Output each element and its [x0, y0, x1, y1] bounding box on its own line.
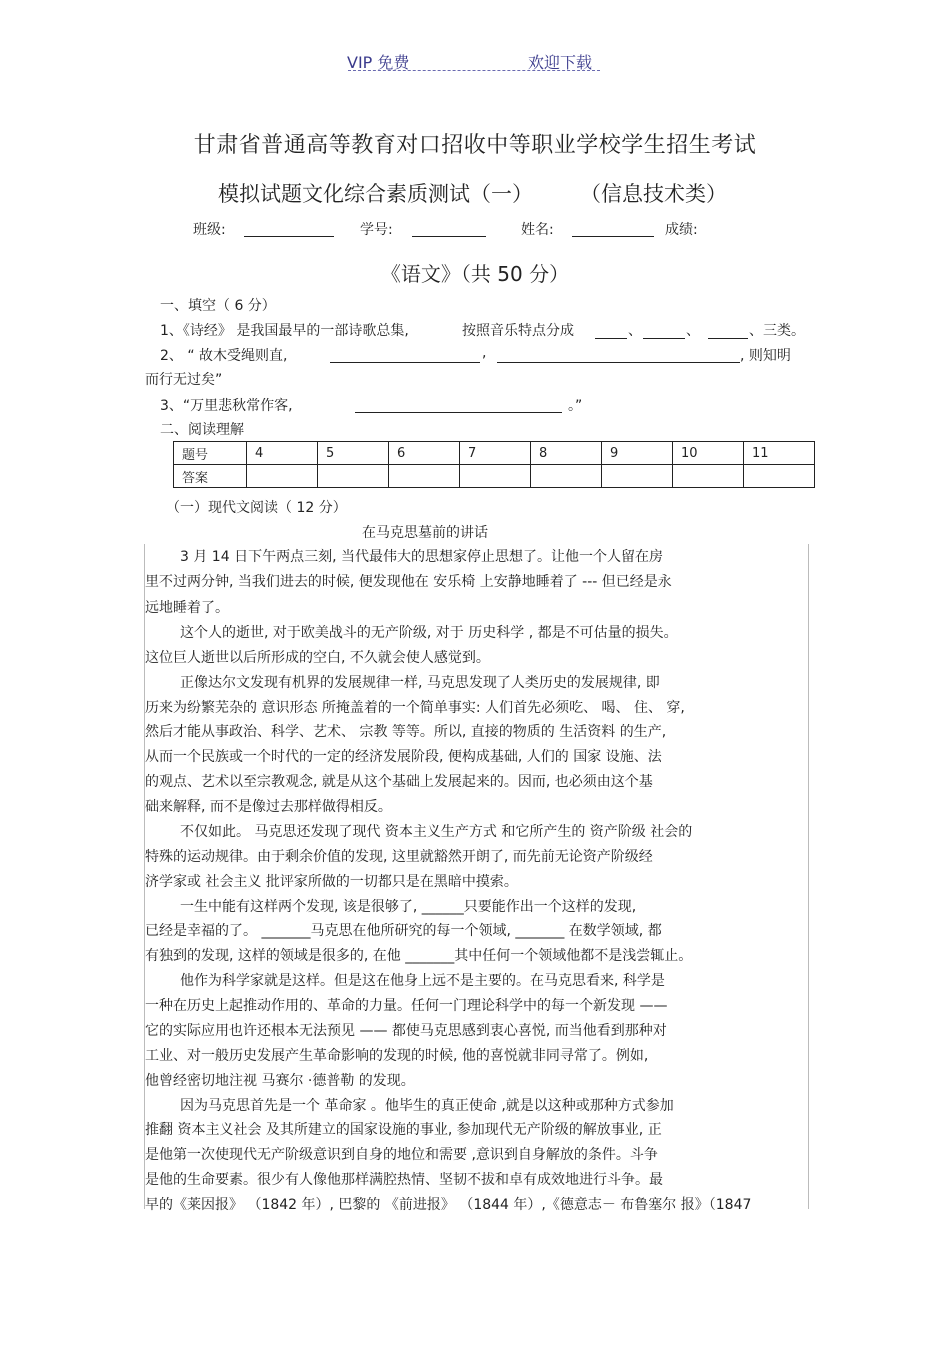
q2-text-end: , 则知明 [740, 348, 791, 364]
passage-line: 从而一个民族或一个时代的一定的经济发展阶段, 便构成基础, 人们的 国家 设施、法 [145, 749, 662, 765]
reading-sub-heading: （一）现代文阅读（ 12 分） [166, 500, 347, 516]
answer-cell[interactable] [531, 465, 602, 488]
q1-blank-3[interactable] [708, 338, 748, 339]
passage-line: 他作为科学家就是这样。但是这在他身上远不是主要的。在马克思看来, 科学是 [180, 973, 665, 989]
question-number: 4 [247, 442, 318, 465]
table-label-number: 题号 [174, 442, 247, 465]
name-label: 姓名: [521, 222, 554, 238]
passage-line: 因为马克思首先是一个 革命家 。他毕生的真正使命 ,就是以这种或那种方式参加 [180, 1098, 674, 1114]
passage-title: 在马克思墓前的讲话 [362, 525, 488, 541]
question-number: 5 [318, 442, 389, 465]
passage-line: 早的《莱因报》 （1842 年）, 巴黎的 《前进报》 （1844 年）,《德意志－ 布鲁塞尔 报》（1847 [145, 1197, 752, 1213]
passage-line: 这个人的逝世, 对于欧美战斗的无产阶级, 对于 历史科学 , 都是不可估量的损失。 [180, 625, 678, 641]
q2-sep: , [482, 345, 487, 361]
answer-table-number-row [174, 442, 815, 465]
q2-text-cont: 而行无过矣” [145, 372, 223, 388]
answer-table-answer-row [174, 465, 815, 488]
question-number: 9 [602, 442, 673, 465]
question-number: 10 [673, 442, 744, 465]
passage-line: 工业、对一般历史发展产生革命影响的发现的时候, 他的喜悦就非同寻常了。例如, [145, 1048, 649, 1064]
q3-blank[interactable] [355, 412, 562, 413]
q2-text: 2、 “ 故木受绳则直, [160, 348, 288, 364]
answer-cell[interactable] [247, 465, 318, 488]
q1-text-b: 按照音乐特点分成 [462, 323, 574, 339]
score-label: 成绩: [665, 222, 698, 238]
exam-subtitle: 模拟试题文化综合素质测试（一） [218, 182, 533, 206]
question-number: 7 [460, 442, 531, 465]
table-label-answer: 答案 [174, 465, 247, 488]
class-field[interactable] [244, 236, 334, 237]
q1-text: 1、《诗经》 是我国最早的一部诗歌总集, [160, 323, 409, 339]
passage-line: 一种在历史上起推动作用的、革命的力量。任何一门理论科学中的每一个新发现 —— [145, 998, 668, 1014]
name-field[interactable] [572, 236, 654, 237]
exam-category: （信息技术类） [580, 182, 727, 206]
passage-line: 它的实际应用也许还根本无法预见 —— 都使马克思感到衷心喜悦, 而当他看到那种对 [145, 1023, 667, 1039]
passage-line: 特殊的运动规律。由于剩余价值的发现, 这里就豁然开朗了, 而先前无论资产阶级经 [145, 849, 653, 865]
passage-line: 然后才能从事政治、科学、艺术、 宗教 等等。所以, 直接的物质的 生活资料 的生产, [145, 724, 667, 740]
passage-line: 推翻 资本主义社会 及其所建立的国家设施的事业, 参加现代无产阶级的解放事业, 正 [145, 1122, 662, 1138]
answer-cell[interactable] [318, 465, 389, 488]
student-id-field[interactable] [412, 236, 486, 237]
answer-table [173, 441, 815, 488]
passage-line: 是他第一次使现代无产阶级意识到自身的地位和需要 ,意识到自身解放的条件。斗争 [145, 1147, 658, 1163]
passage-line: 础来解释, 而不是像过去那样做得相反。 [145, 799, 392, 815]
q2-blank-1[interactable] [330, 362, 480, 363]
banner-left: VIP 免费 [347, 53, 410, 72]
passage-line: 是他的生命要素。很少有人像他那样满腔热情、坚韧不拔和卓有成效地进行斗争。最 [145, 1172, 663, 1188]
question-number: 11 [744, 442, 815, 465]
passage-line: 已经是幸福的了。 _______马克思在他所研究的每一个领域, _______ 在数学领域, 都 [145, 923, 662, 939]
q1-blank-1[interactable] [595, 338, 627, 339]
q1-sep-2: 、 [686, 323, 700, 339]
passage-line: 一生中能有这样两个发现, 该是很够了, ______只要能作出一个这样的发现, [180, 899, 637, 915]
section2-heading: 二、阅读理解 [160, 422, 244, 438]
answer-cell[interactable] [602, 465, 673, 488]
answer-cell[interactable] [389, 465, 460, 488]
answer-cell[interactable] [744, 465, 815, 488]
passage-line: 正像达尔文发现有机界的发展规律一样, 马克思发现了人类历史的发展规律, 即 [180, 675, 660, 691]
exam-title: 甘肃省普通高等教育对口招收中等职业学校学生招生考试 [193, 133, 757, 158]
student-id-label: 学号: [360, 222, 393, 238]
passage-line: 的观点、艺术以至宗教观念, 就是从这个基础上发展起来的。因而, 也必须由这个基 [145, 774, 653, 790]
passage-line: 他曾经密切地注视 马赛尔 ·德普勒 的发现。 [145, 1073, 415, 1089]
question-number: 6 [389, 442, 460, 465]
passage-line: 济学家或 社会主义 批评家所做的一切都只是在黑暗中摸索。 [145, 874, 518, 890]
section1-heading: 一、填空（ 6 分） [160, 298, 276, 314]
passage-line: 远地睡着了。 [145, 600, 229, 616]
q3-text-end: 。” [568, 398, 583, 414]
passage-line: 历来为纷繁芜杂的 意识形态 所掩盖着的一个简单事实: 人们首先必须吃、 喝、 住、 穿, [145, 700, 685, 716]
answer-cell[interactable] [673, 465, 744, 488]
q1-blank-2[interactable] [643, 338, 685, 339]
question-number: 8 [531, 442, 602, 465]
passage-line: 里不过两分钟, 当我们进去的时候, 便发现他在 安乐椅 上安静地睡着了 --- 但已经是永 [145, 574, 672, 590]
passage-line: 有独到的发现, 这样的领域是很多的, 在他 _______其中任何一个领域他都不是浅尝辄止。 [145, 948, 693, 964]
answer-cell[interactable] [460, 465, 531, 488]
subject-heading: 《语文》（共 50 分） [380, 262, 570, 286]
q1-text-end: 、三类。 [749, 323, 805, 339]
banner-right: 欢迎下载 [528, 53, 593, 72]
passage-line: 不仅如此。 马克思还发现了现代 资本主义生产方式 和它所产生的 资产阶级 社会的 [180, 824, 693, 840]
passage-line: 3 月 14 日下午两点三刻, 当代最伟大的思想家停止思想了。让他一个人留在房 [180, 549, 663, 565]
q1-sep-1: 、 [628, 323, 642, 339]
class-label: 班级: [193, 222, 226, 238]
q2-blank-2[interactable] [497, 362, 740, 363]
passage-line: 这位巨人逝世以后所形成的空白, 不久就会使人感觉到。 [145, 650, 490, 666]
q3-text: 3、“万里悲秋常作客, [160, 398, 293, 414]
